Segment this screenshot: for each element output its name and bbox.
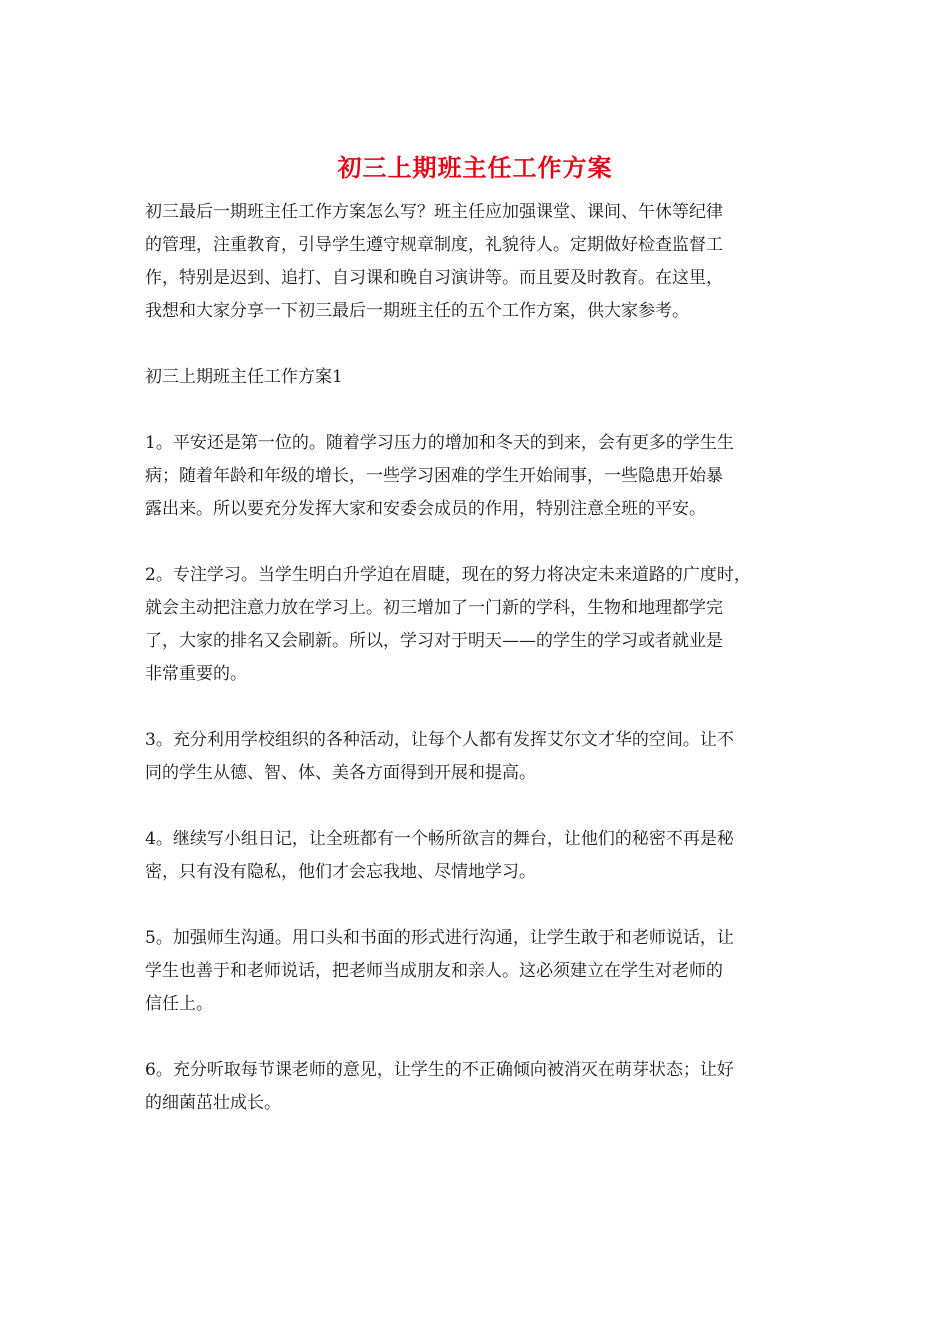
intro-line: 作，特别是迟到、追打、自习课和晚自习演讲等。而且要及时教育。在这里， — [145, 268, 723, 288]
document-body — [145, 196, 815, 1153]
item-line: 2。专注学习。当学生明白升学迫在眉睫，现在的努力将决定未来道路的广度时， — [145, 565, 751, 585]
item-line: 病；随着年龄和年级的增长，一些学习困难的学生开始闹事，一些隐患开始暴 — [145, 466, 723, 486]
list-item — [145, 1054, 815, 1120]
item-line: 的细菌茁壮成长。 — [145, 1093, 281, 1113]
list-item — [145, 922, 815, 1021]
list-item — [145, 559, 815, 691]
item-line: 6。充分听取每节课老师的意见，让学生的不正确倾向被消灭在萌芽状态；让好 — [145, 1060, 734, 1080]
item-line: 学生也善于和老师说话，把老师当成朋友和亲人。这必须建立在学生对老师的 — [145, 961, 723, 981]
item-line: 1。平安还是第一位的。随着学习压力的增加和冬天的到来，会有更多的学生生 — [145, 433, 734, 453]
document-title: 初三上期班主任工作方案 — [337, 153, 613, 182]
intro-line: 初三最后一期班主任工作方案怎么写？班主任应加强课堂、课间、午休等纪律 — [145, 202, 723, 222]
intro-paragraph — [145, 196, 815, 328]
item-line: 露出来。所以要充分发挥大家和安委会成员的作用，特别注意全班的平安。 — [145, 499, 706, 519]
list-item — [145, 823, 815, 889]
list-item — [145, 427, 815, 526]
item-line: 3。充分利用学校组织的各种活动，让每个人都有发挥艾尔文才华的空间。让不 — [145, 730, 734, 750]
item-line: 密，只有没有隐私，他们才会忘我地、尽情地学习。 — [145, 862, 536, 882]
section-heading: 初三上期班主任工作方案1 — [145, 367, 343, 387]
list-item — [145, 724, 815, 790]
item-line: 信任上。 — [145, 994, 213, 1014]
item-line: 同的学生从德、智、体、美各方面得到开展和提高。 — [145, 763, 536, 783]
item-line: 了，大家的排名又会刷新。所以，学习对于明天——的学生的学习或者就业是 — [145, 631, 723, 651]
item-line: 非常重要的。 — [145, 664, 247, 684]
intro-line: 我想和大家分享一下初三最后一期班主任的五个工作方案，供大家参考。 — [145, 301, 689, 321]
intro-line: 的管理，注重教育，引导学生遵守规章制度，礼貌待人。定期做好检查监督工 — [145, 235, 723, 255]
item-line: 4。继续写小组日记，让全班都有一个畅所欲言的舞台，让他们的秘密不再是秘 — [145, 829, 734, 849]
item-line: 就会主动把注意力放在学习上。初三增加了一门新的学科，生物和地理都学完 — [145, 598, 723, 618]
item-line: 5。加强师生沟通。用口头和书面的形式进行沟通，让学生敢于和老师说话，让 — [145, 928, 734, 948]
